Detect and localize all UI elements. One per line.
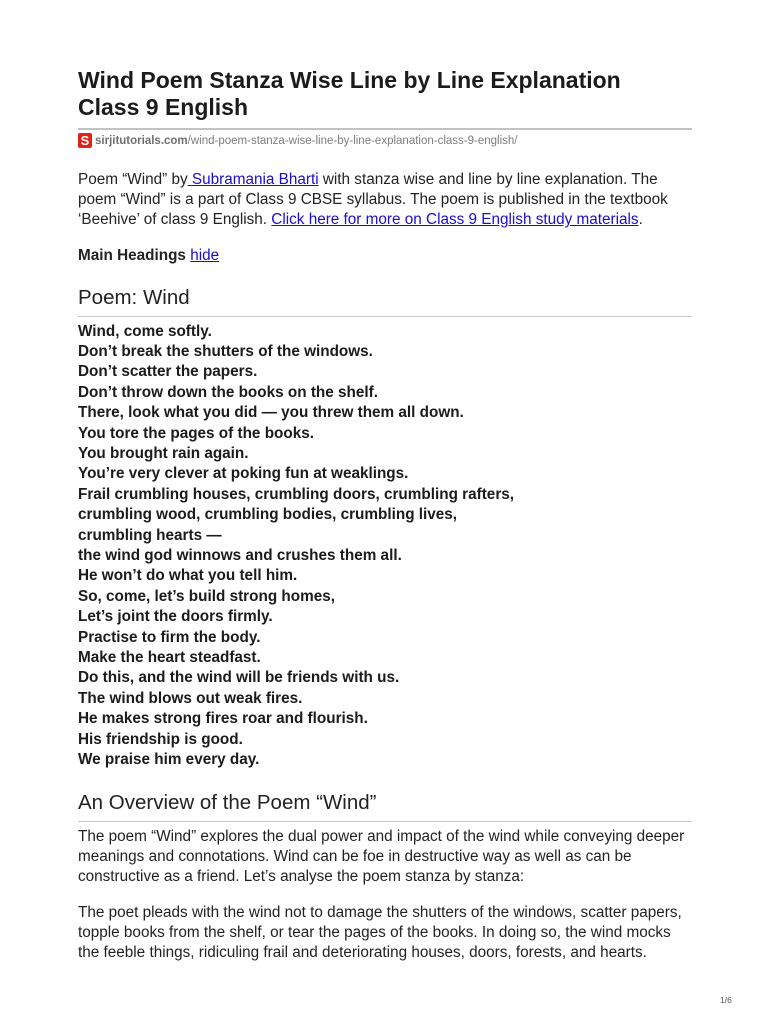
intro-line-3 [78,210,668,230]
site-logo-icon: S [78,133,92,148]
intro-text: Poem “Wind” by [78,170,188,188]
toc-hide-toggle[interactable]: hide [190,246,220,264]
article-title-line-1: Wind Poem Stanza Wise Line by Line Explanation [78,66,621,93]
poem-line: The wind blows out weak fires. [78,689,303,707]
poem-line: You brought rain again. [78,444,249,462]
poem-line: There, look what you did — you threw them all down. [78,404,464,422]
toc-row [78,246,219,266]
poem-line: Do this, and the wind will be friends with us. [78,669,400,687]
poem-text [78,322,514,771]
source-url[interactable] [78,133,517,148]
source-path: /wind-poem-stanza-wise-line-by-line-explanation-class-9-english/ [187,134,518,147]
section-heading-poem: Poem: Wind [78,286,190,309]
section-heading-overview: An Overview of the Poem “Wind” [78,791,377,814]
poem-line: He makes strong fires roar and flourish. [78,710,368,728]
title-divider [78,128,692,130]
poem-line: Don’t scatter the papers. [78,363,258,381]
paragraph-line: the feeble things, ridiculing frail and deteriorating houses, doors, forests, and hearts. [78,944,647,962]
study-materials-link[interactable]: Click here for more on Class 9 English study materials [271,211,639,229]
poem-line: Frail crumbling houses, crumbling doors, crumbling rafters, [78,485,515,503]
poem-line: Let’s joint the doors firmly. [78,608,273,626]
author-link[interactable]: Subramania Bharti [187,170,319,188]
poem-line: the wind god winnows and crushes them all. [78,546,402,564]
poem-line: crumbling hearts — [78,526,222,544]
paragraph-line: The poet pleads with the wind not to damage the shutters of the windows, scatter papers, [78,903,682,921]
article-title [78,67,621,121]
paragraph-line: topple books from the shelf, or tear the pages of the books. In doing so, the wind mocks [78,923,671,941]
section-divider [78,821,692,822]
intro-line-2: poem “Wind” is a part of Class 9 CBSE syllabus. The poem is published in the textbook [78,190,668,208]
intro-paragraph [78,170,668,231]
article-title-line-2: Class 9 English [78,93,249,120]
page-number: 1/6 [720,995,732,1005]
poem-line: Don’t throw down the books on the shelf. [78,383,378,401]
source-domain: sirjitutorials.com [95,134,188,147]
paragraph-line: meanings and connotations. Wind can be foe in destructive way as well as can be [78,847,632,865]
intro-text: ‘Beehive’ of class 9 English. [78,211,272,229]
main-headings-toc [78,246,219,266]
poem-line: crumbling wood, crumbling bodies, crumbling lives, [78,506,458,524]
intro-text: with stanza wise and line by line explanation. The [318,170,658,188]
poem-line: So, come, let’s build strong homes, [78,587,335,605]
intro-line-1 [78,170,668,190]
toc-label: Main Headings [78,246,186,264]
poem-line: Make the heart steadfast. [78,649,261,666]
poem-line: Don’t break the shutters of the windows. [78,342,373,360]
intro-text: . [638,211,643,229]
poem-line: His friendship is good. [78,730,243,748]
paragraph-line: constructive as a friend. Let’s analyse the poem stanza by stanza: [78,868,525,886]
poem-line: Wind, come softly. [78,322,212,340]
poem-line: He won’t do what you tell him. [78,567,298,585]
poem-line: Practise to firm the body. [78,628,261,646]
overview-paragraph-1 [78,827,684,888]
poem-line: You’re very clever at poking fun at weaklings. [78,465,409,483]
overview-paragraph-2 [78,903,682,964]
poem-line: We praise him every day. [78,751,260,769]
section-divider [78,316,692,317]
paragraph-line: The poem “Wind” explores the dual power and impact of the wind while conveying deeper [78,827,685,845]
poem-line: You tore the pages of the books. [78,424,314,442]
